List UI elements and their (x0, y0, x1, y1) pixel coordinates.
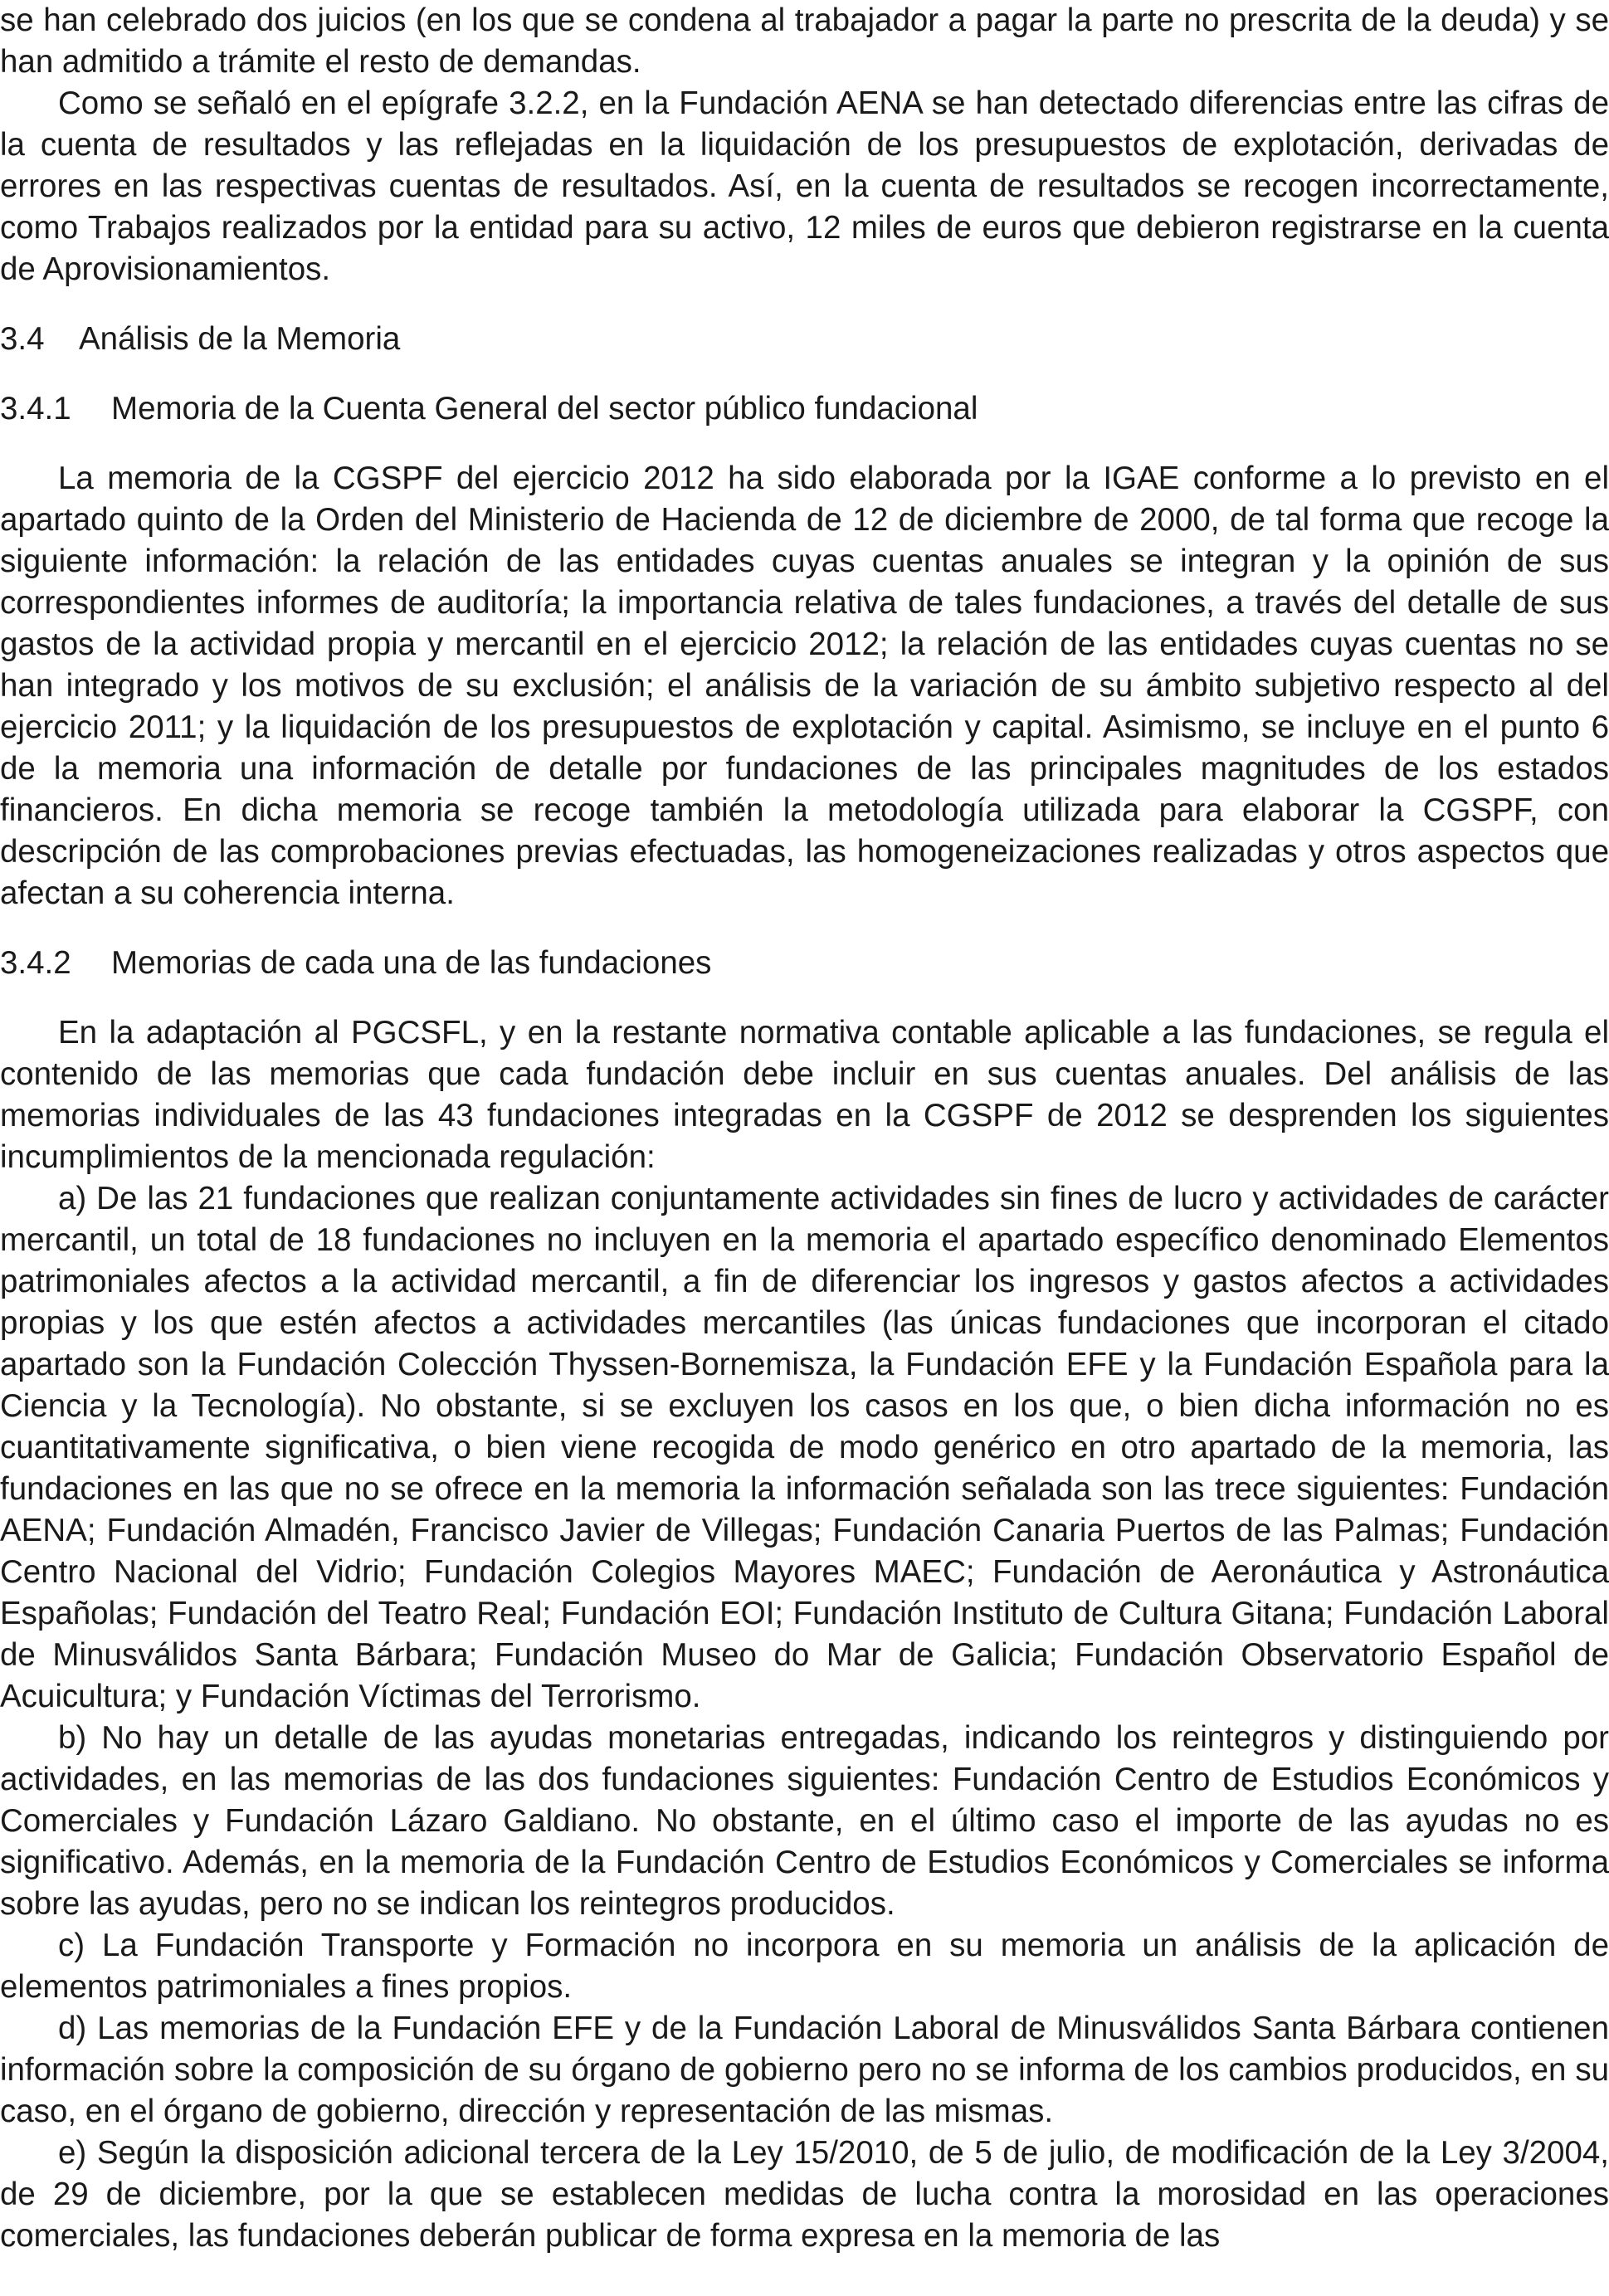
section-number: 3.4.1 (0, 391, 71, 427)
paragraph-intro: se han celebrado dos juicios (en los que se condena al trabajador a pagar la parte no prescrita de la deuda) y se han admitido a trámite el resto de demandas. (0, 2, 1609, 80)
section-title: Memorias de cada una de las fundaciones (111, 945, 712, 981)
spacer (0, 914, 1609, 943)
list-item-c: c) La Fundación Transporte y Formación no incorpora en su memoria un análisis de la aplicación de elementos patrimoniales a fines propios. (0, 1928, 1609, 2005)
section-number: 3.4 (0, 321, 45, 357)
section-heading-3-4-1 (0, 388, 1609, 430)
paragraph-pgcsfl: En la adaptación al PGCSFL, y en la restante normativa contable aplicable a las fundaciones, se regula el contenido de las memorias que cada fundación debe incluir en sus cuentas anuales. Del análisis de las memorias individuales de las 43 fundaciones integradas en la CGSPF de 2012 se desprenden los siguientes incumplimientos de la mencionada regulación: (0, 1015, 1609, 1175)
section-heading-3-4 (0, 319, 1609, 360)
list-item-d: d) Las memorias de la Fundación EFE y de la Fundación Laboral de Minusválidos Santa Bárbara contienen información sobre la composición de su órgano de gobierno pero no se informa de los cambios producidos, en su caso, en el órgano de gobierno, dirección y representación de las mismas. (0, 2011, 1609, 2129)
section-number: 3.4.2 (0, 945, 71, 981)
spacer (0, 360, 1609, 388)
section-title: Memoria de la Cuenta General del sector público fundacional (111, 391, 978, 427)
list-item-e: e) Según la disposición adicional tercera de la Ley 15/2010, de 5 de julio, de modificación de la Ley 3/2004, de 29 de diciembre, por la que se establecen medidas de lucha contra la morosidad en las operaciones comerciales, las fundaciones deberán publicar de forma expresa en la memoria de las (0, 2135, 1609, 2254)
paragraph-cgspf: La memoria de la CGSPF del ejercicio 2012 ha sido elaborada por la IGAE conforme a lo previsto en el apartado quinto de la Orden del Ministerio de Hacienda de 12 de diciembre de 2000, de tal forma que recoge la siguiente información: la relación de las entidades cuyas cuentas anuales se integran y la opinión de sus correspondientes informes de auditoría; la importancia relativa de tales fundaciones, a través del detalle de sus gastos de la actividad propia y mercantil en el ejercicio 2012; la relación de las entidades cuyas cuentas no se han integrado y los motivos de su exclusión; el análisis de la variación de su ámbito subjetivo respecto al del ejercicio 2011; y la liquidación de los presupuestos de explotación y capital. Asimismo, se incluye en el punto 6 de la memoria una información de detalle por fundaciones de las principales magnitudes de los estados financieros. En dicha memoria se recoge también la metodología utilizada para elaborar la CGSPF, con descripción de las comprobaciones previas efectuadas, las homogeneizaciones realizadas y otros aspectos que afectan a su coherencia interna. (0, 461, 1609, 911)
section-heading-3-4-2 (0, 943, 1609, 984)
list-item-b: b) No hay un detalle de las ayudas monetarias entregadas, indicando los reintegros y distinguiendo por actividades, en las memorias de las dos fundaciones siguientes: Fundación Centro de Estudios Económicos y Comerciales y Fundación Lázaro Galdiano. No obstante, en el último caso el importe de las ayudas no es significativo. Además, en la memoria de la Fundación Centro de Estudios Económicos y Comerciales se informa sobre las ayudas, pero no se indican los reintegros producidos. (0, 1720, 1609, 1922)
spacer (0, 984, 1609, 1012)
section-title: Análisis de la Memoria (79, 321, 401, 357)
list-item-a: a) De las 21 fundaciones que realizan conjuntamente actividades sin fines de lucro y actividades de carácter mercantil, un total de 18 fundaciones no incluyen en la memoria el apartado específico denominado Elementos patrimoniales afectos a la actividad mercantil, a fin de diferenciar los ingresos y gastos afectos a actividades propias y los que estén afectos a actividades mercantiles (las únicas fundaciones que incorporan el citado apartado son la Fundación Colección Thyssen-Bornemisza, la Fundación EFE y la Fundación Española para la Ciencia y la Tecnología). No obstante, si se excluyen los casos en los que, o bien dicha información no es cuantitativamente significativa, o bien viene recogida de modo genérico en otro apartado de la memoria, las fundaciones en las que no se ofrece en la memoria la información señalada son las trece siguientes: Fundación AENA; Fundación Almadén, Francisco Javier de Villegas; Fundación Canaria Puertos de las Palmas; Fundación Centro Nacional del Vidrio; Fundación Colegios Mayores MAEC; Fundación de Aeronáutica y Astronáutica Españolas; Fundación del Teatro Real; Fundación EOI; Fundación Instituto de Cultura Gitana; Fundación Laboral de Minusválidos Santa Bárbara; Fundación Museo do Mar de Galicia; Fundación Observatorio Español de Acuicultura; y Fundación Víctimas del Terrorismo. (0, 1181, 1609, 1714)
spacer (0, 290, 1609, 319)
paragraph-aena: Como se señaló en el epígrafe 3.2.2, en la Fundación AENA se han detectado diferencias entre las cifras de la cuenta de resultados y las reflejadas en la liquidación de los presupuestos de explotación, derivadas de errores en las respectivas cuentas de resultados. Así, en la cuenta de resultados se recogen incorrectamente, como Trabajos realizados por la entidad para su activo, 12 miles de euros que debieron registrarse en la cuenta de Aprovisionamientos. (0, 85, 1609, 287)
spacer (0, 430, 1609, 458)
